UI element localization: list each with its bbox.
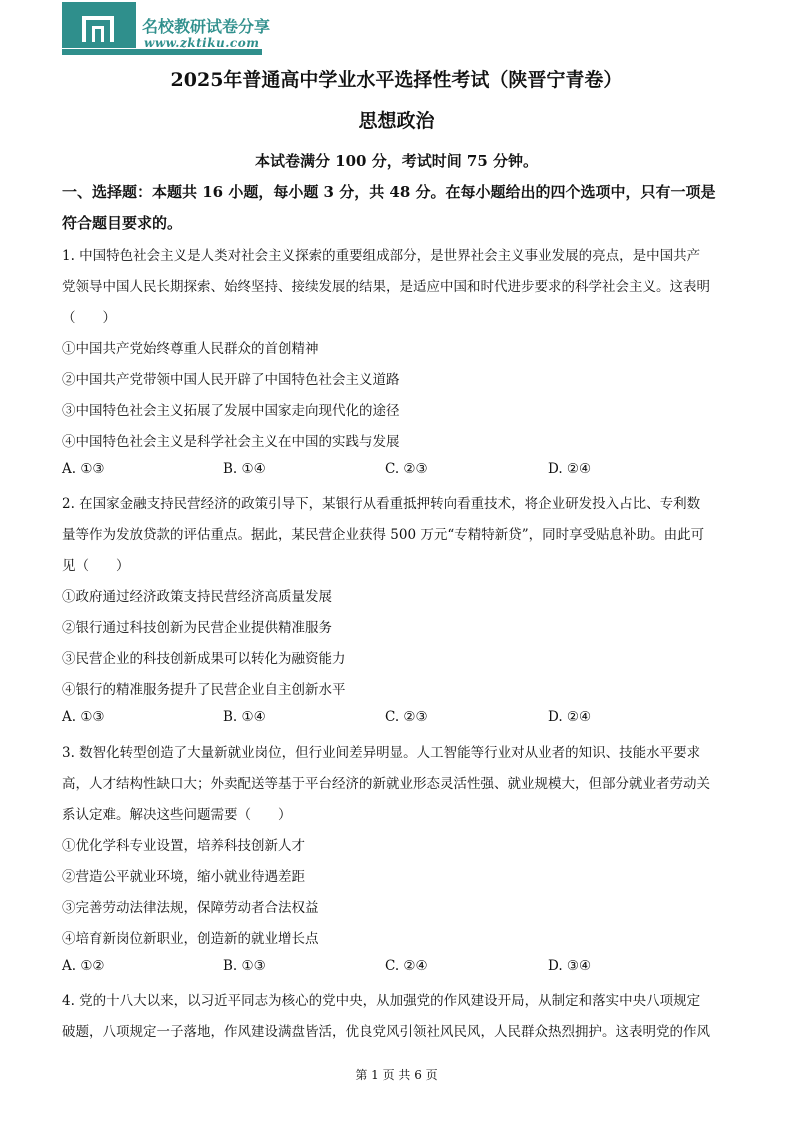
logo-mark-icon (62, 2, 136, 48)
question-2-line-1: 2. 在国家金融支持民营经济的政策引导下，某银行从看重抵押转向看重技术，将企业研发投入占比、专利数 (62, 496, 701, 512)
question-2-option-d: D. ②④ (548, 709, 592, 725)
logo-name: 名校教研试卷分享 (142, 17, 271, 36)
subject-title: 思想政治 (358, 110, 435, 132)
question-3-item-1: ①优化学科专业设置，培养科技创新人才 (62, 838, 305, 854)
question-3-line-1: 3. 数智化转型创造了大量新就业岗位，但行业间差异明显。人工智能等行业对从业者的知识、技能水平要求 (62, 745, 701, 761)
question-3-option-a: A. ①② (62, 958, 105, 974)
site-logo (62, 2, 272, 58)
question-4-line-1: 4. 党的十八大以来，以习近平同志为核心的党中央，从加强党的作风建设开局，从制定和落实中央八项规定 (62, 993, 701, 1009)
question-2-line-3: 见（ ） (62, 558, 130, 574)
question-2-option-b: B. ①④ (223, 709, 266, 725)
question-1-option-d: D. ②④ (548, 461, 592, 477)
question-2-line-2: 量等作为发放贷款的评估重点。据此，某民营企业获得 500 万元“专精特新贷”，同时享受贴息补助。由此可 (62, 527, 705, 543)
section-heading-line1: 一、选择题：本题共 16 小题，每小题 3 分，共 48 分。在每小题给出的四个选项中，只有一项是 (62, 183, 716, 201)
section-heading-line2: 符合题目要求的。 (62, 214, 183, 232)
question-3-item-2: ②营造公平就业环境，缩小就业待遇差距 (62, 869, 305, 885)
question-1-line-1: 1. 中国特色社会主义是人类对社会主义探索的重要组成部分，是世界社会主义事业发展的亮点，是中国共产 (62, 248, 701, 264)
question-3-option-b: B. ①③ (223, 958, 266, 974)
question-1-option-b: B. ①④ (223, 461, 266, 477)
question-1-item-4: ④中国特色社会主义是科学社会主义在中国的实践与发展 (62, 434, 400, 450)
exam-info: 本试卷满分 100 分，考试时间 75 分钟。 (254, 152, 539, 170)
question-4-line-2: 破题，八项规定一子落地，作风建设满盘皆活，优良党风引领社风民风，人民群众热烈拥护。这表明党的作风 (62, 1024, 710, 1040)
question-3-line-3: 系认定难。解决这些问题需要（ ） (62, 807, 292, 823)
page-footer: 第 1 页 共 6 页 (355, 1068, 438, 1082)
question-1-line-3: （ ） (62, 310, 116, 326)
question-2-item-2: ②银行通过科技创新为民营企业提供精准服务 (62, 620, 332, 636)
question-1-item-3: ③中国特色社会主义拓展了发展中国家走向现代化的途径 (62, 403, 400, 419)
question-2-item-1: ①政府通过经济政策支持民营经济高质量发展 (62, 589, 332, 605)
question-3-line-2: 高，人才结构性缺口大；外卖配送等基于平台经济的新就业形态灵活性强、就业规模大，但部分就业者劳动关 (62, 776, 710, 792)
question-2-option-c: C. ②③ (385, 709, 428, 725)
exam-title: 2025年普通高中学业水平选择性考试（陕晋宁青卷） (170, 69, 623, 91)
question-3-item-4: ④培育新岗位新职业，创造新的就业增长点 (62, 931, 319, 947)
question-2-option-a: A. ①③ (62, 709, 105, 725)
question-2-item-3: ③民营企业的科技创新成果可以转化为融资能力 (62, 651, 346, 667)
question-1-option-a: A. ①③ (62, 461, 105, 477)
question-2-item-4: ④银行的精准服务提升了民营企业自主创新水平 (62, 682, 346, 698)
question-3-option-c: C. ②④ (385, 958, 428, 974)
question-1-option-c: C. ②③ (385, 461, 428, 477)
question-3-option-d: D. ③④ (548, 958, 592, 974)
question-3-item-3: ③完善劳动法律法规，保障劳动者合法权益 (62, 900, 319, 916)
question-1-item-1: ①中国共产党始终尊重人民群众的首创精神 (62, 341, 319, 357)
logo-url: www.zktiku.com (144, 36, 260, 50)
question-1-item-2: ②中国共产党带领中国人民开辟了中国特色社会主义道路 (62, 372, 400, 388)
question-1-line-2: 党领导中国人民长期探索、始终坚持、接续发展的结果，是适应中国和时代进步要求的科学社会主义。这表明 (62, 279, 710, 295)
